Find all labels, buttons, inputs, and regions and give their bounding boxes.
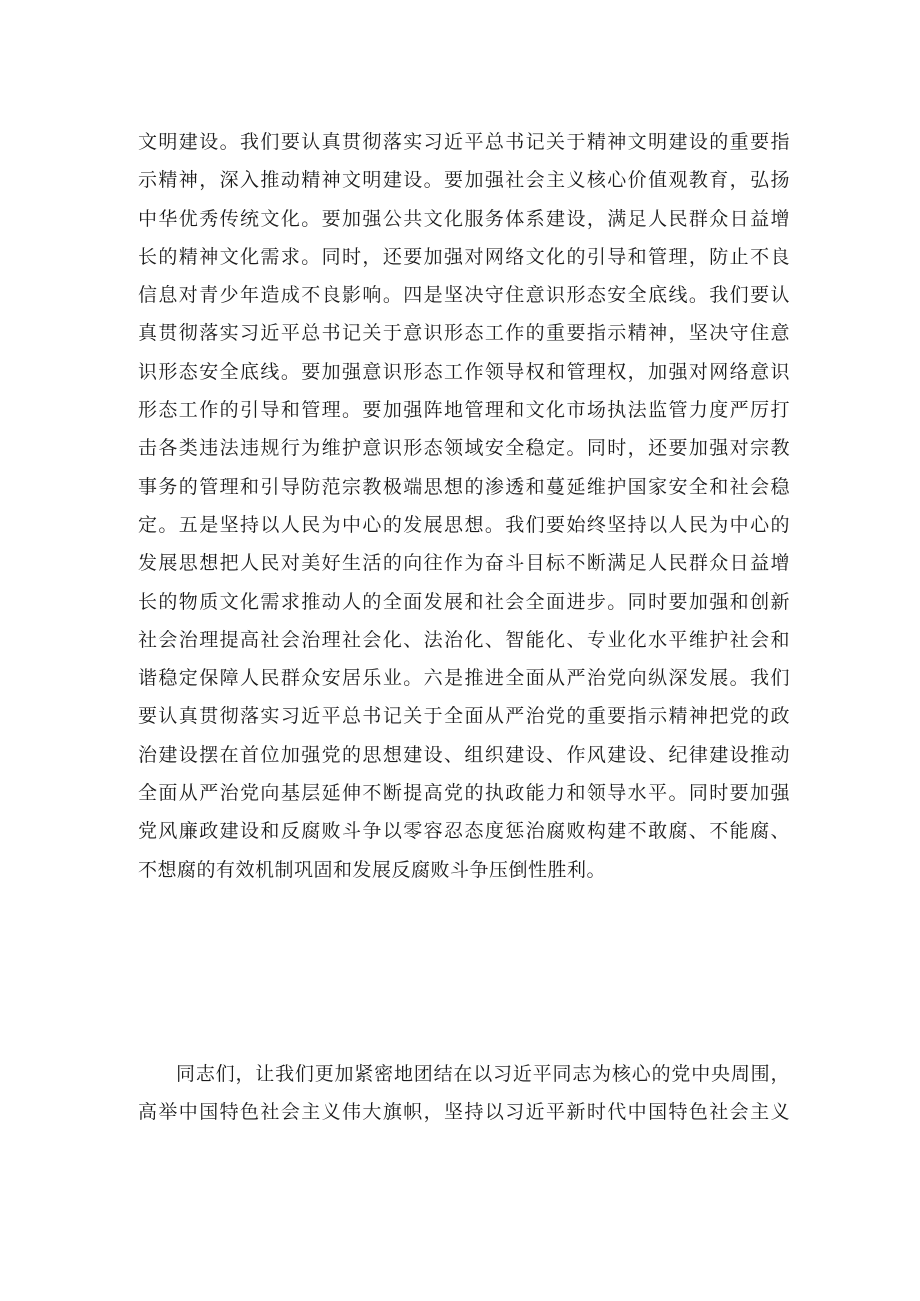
text-line: 中华优秀传统文化。要加强公共文化服务体系建设，满足人民群众日益增 [138, 207, 790, 230]
text-line: 真贯彻落实习近平总书记关于意识形态工作的重要指示精神，坚决守住意 [138, 322, 790, 345]
text-line: 治建设摆在首位加强党的思想建设、组织建设、作风建设、纪律建设推动 [138, 743, 790, 766]
text-line: 谐稳定保障人民群众安居乐业。六是推进全面从严治党向纵深发展。我们 [138, 667, 790, 690]
text-line: 事务的管理和引导防范宗教极端思想的渗透和蔓延维护国家安全和社会稳 [138, 475, 790, 498]
paragraph-2 [138, 1055, 790, 1132]
text-line: 党风廉政建设和反腐败斗争以零容忍态度惩治腐败构建不敢腐、不能腐、 [138, 820, 790, 843]
text-line: 高举中国特色社会主义伟大旗帜，坚持以习近平新时代中国特色社会主义 [138, 1101, 790, 1124]
text-line: 信息对青少年造成不良影响。四是坚决守住意识形态安全底线。我们要认 [138, 284, 790, 307]
text-line: 发展思想把人民对美好生活的向往作为奋斗目标不断满足人民群众日益增 [138, 552, 790, 575]
text-line: 文明建设。我们要认真贯彻落实习近平总书记关于精神文明建设的重要指 [138, 131, 790, 153]
text-line: 长的精神文化需求。同时，还要加强对网络文化的引导和管理，防止不良 [138, 245, 790, 268]
text-line: 形态工作的引导和管理。要加强阵地管理和文化市场执法监管力度严厉打 [138, 399, 790, 422]
text-line: 不想腐的有效机制巩固和发展反腐败斗争压倒性胜利。 [138, 858, 607, 881]
text-line: 长的物质文化需求推动人的全面发展和社会全面进步。同时要加强和创新 [138, 590, 790, 613]
text-line: 示精神，深入推动精神文明建设。要加强社会主义核心价值观教育，弘扬 [138, 169, 790, 192]
text-line: 要认真贯彻落实习近平总书记关于全面从严治党的重要指示精神把党的政 [138, 705, 790, 728]
text-line: 同志们，让我们更加紧密地团结在以习近平同志为核心的党中央周围， [176, 1063, 790, 1085]
text-line: 识形态安全底线。要加强意识形态工作领导权和管理权，加强对网络意识 [138, 360, 790, 383]
text-line: 社会治理提高社会治理社会化、法治化、智能化、专业化水平维护社会和 [138, 628, 790, 651]
paragraph-1 [138, 123, 790, 889]
text-line: 定。五是坚持以人民为中心的发展思想。我们要始终坚持以人民为中心的 [138, 513, 790, 536]
text-line: 全面从严治党向基层延伸不断提高党的执政能力和领导水平。同时要加强 [138, 782, 790, 805]
text-line: 击各类违法违规行为维护意识形态领域安全稳定。同时，还要加强对宗教 [138, 437, 790, 460]
